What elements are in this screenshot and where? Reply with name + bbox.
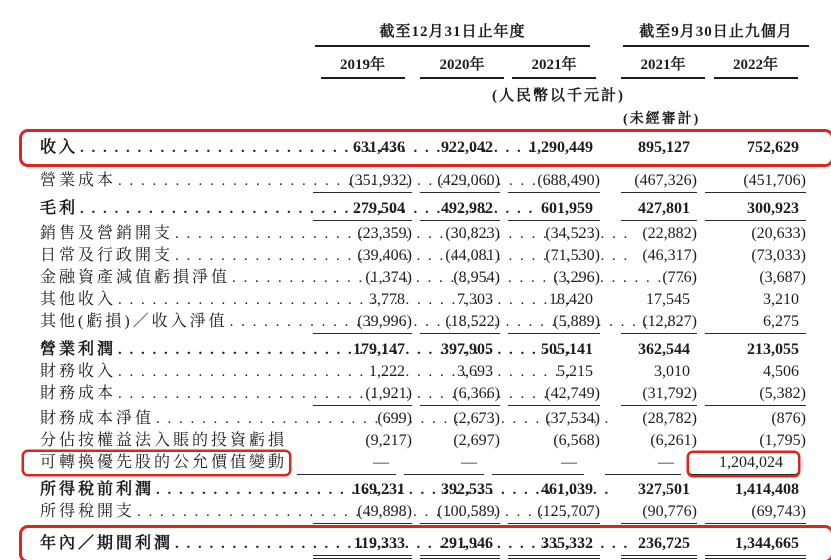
value-cell [697, 362, 806, 383]
value-cell [412, 268, 500, 289]
value-cell [613, 290, 697, 311]
value-cell [412, 384, 500, 406]
value-cell [305, 138, 412, 159]
row-label [40, 198, 305, 220]
value-cell [697, 431, 806, 452]
table-row [22, 479, 831, 501]
cell-value: (2,673) [453, 410, 500, 427]
cell-value: — [297, 453, 396, 475]
cell-value: (876) [771, 410, 806, 427]
value-cell [697, 199, 806, 221]
table-row [22, 289, 831, 311]
table-row [22, 311, 831, 333]
value-cell [396, 453, 484, 475]
cell-value: (100,589) [420, 502, 500, 524]
cell-value: (73,033) [751, 247, 806, 264]
row-label [40, 501, 305, 523]
value-cell [305, 384, 412, 406]
value-cell [500, 431, 600, 452]
row-label-text: 所得稅前利潤 [40, 481, 155, 498]
cell-value: — [492, 453, 584, 475]
cell-value: 300,923 [705, 199, 806, 221]
row-label-text: 營業利潤 [40, 341, 117, 358]
cell-value: 392,535 [441, 481, 493, 498]
cell-value: (31,792) [621, 384, 697, 406]
cell-value: (34,523) [545, 225, 600, 242]
value-cell [697, 138, 806, 159]
cell-value: 18,420 [549, 291, 593, 308]
value-cell [697, 268, 806, 289]
value-cell [412, 171, 500, 193]
interim-group-wrap [613, 20, 819, 47]
value-cell [613, 409, 697, 430]
value-cell [613, 171, 697, 193]
value-cell [305, 312, 412, 334]
cell-value: (9,217) [365, 432, 412, 449]
table-row [22, 198, 831, 220]
value-cell [697, 246, 806, 267]
value-cell [500, 502, 600, 524]
row-label-text: 可轉換優先股的公允價值變動 [40, 454, 288, 471]
value-cell [697, 312, 806, 334]
row-label-text: 所得稅開支 [40, 503, 136, 520]
value-cell [500, 340, 600, 361]
table-body [22, 132, 831, 560]
value-cell [500, 224, 600, 245]
cell-value: 922,042 [441, 139, 493, 156]
table-row [22, 383, 831, 405]
cell-value: (28,782) [642, 410, 697, 427]
value-cell [412, 431, 500, 452]
row-label [40, 245, 305, 267]
value-cell [305, 480, 412, 501]
cell-value: (688,490) [508, 171, 600, 193]
value-cell [305, 534, 412, 559]
value-cell [412, 224, 500, 245]
cell-value: (44,081) [445, 247, 500, 264]
value-cell [305, 246, 412, 267]
row-label-text: 營業成本 [40, 172, 117, 189]
cell-value: (23,359) [357, 225, 412, 242]
year-header-2021: 2021年 [512, 53, 596, 79]
table-row [22, 223, 831, 245]
cell-value: (30,823) [445, 225, 500, 242]
cell-value: 427,801 [621, 199, 697, 221]
value-cell [412, 290, 500, 311]
value-cell [500, 480, 600, 501]
value-cell [412, 362, 500, 383]
value-cell [613, 362, 697, 383]
cell-value: (71,530) [545, 247, 600, 264]
cell-value: 179,147 [353, 341, 405, 358]
year-col-2019 [305, 53, 412, 79]
row-label-text: 分佔按權益法入賬的投資虧損 [40, 432, 288, 449]
table-row [22, 452, 831, 474]
cell-value: 895,127 [638, 139, 690, 156]
year-header-2019: 2019年 [321, 53, 405, 79]
cell-value: 3,778 [369, 291, 405, 308]
table-row [22, 501, 831, 523]
row-label-text: 毛利 [40, 200, 79, 217]
cell-value: (467,326) [621, 171, 697, 193]
table-row [22, 245, 831, 267]
cell-value: (2,697) [453, 432, 500, 449]
cell-value: (776) [662, 269, 697, 286]
cell-value: 1,204,024 [689, 453, 798, 475]
value-cell [697, 480, 806, 501]
value-cell [500, 362, 600, 383]
value-cell [305, 409, 412, 430]
cell-value: (18,522) [420, 312, 500, 334]
value-cell [500, 138, 600, 159]
cell-value: (90,776) [621, 502, 697, 524]
value-cell [500, 312, 600, 334]
row-label-text: 收入 [40, 139, 79, 156]
cell-value: 236,725 [621, 534, 697, 559]
value-cell [613, 246, 697, 267]
value-cell [613, 384, 697, 406]
value-cell [500, 534, 600, 559]
unaudited-note-row [22, 108, 831, 128]
cell-value: (6,366) [420, 384, 500, 406]
cell-value: (351,932) [313, 171, 412, 193]
row-label [40, 137, 305, 159]
cell-value: (1,921) [313, 384, 412, 406]
value-cell [613, 340, 697, 361]
col-group-interim: 截至9月30日止九個月 [623, 20, 809, 47]
value-cell [305, 431, 412, 452]
value-cell [412, 199, 500, 221]
year-col-2021 [500, 53, 600, 79]
cell-value: (42,749) [508, 384, 600, 406]
value-cell [305, 362, 412, 383]
cell-value: (49,898) [313, 502, 412, 524]
row-label [40, 289, 305, 311]
cell-value: (39,996) [313, 312, 412, 334]
value-cell [613, 224, 697, 245]
cell-value: 7,303 [457, 291, 493, 308]
value-cell [697, 384, 806, 406]
row-label-text: 銷售及營銷開支 [40, 225, 174, 242]
value-cell [613, 534, 697, 559]
value-cell [412, 409, 500, 430]
row-label [40, 267, 305, 289]
value-cell [412, 502, 500, 524]
value-cell [697, 409, 806, 430]
cell-value: (3,296) [553, 269, 600, 286]
value-cell [697, 534, 806, 559]
cell-value: — [605, 453, 681, 475]
year-header-2022-interim: 2022年 [714, 53, 798, 79]
currency-note-row [22, 84, 831, 105]
year-col-2020 [412, 53, 500, 79]
cell-value: (125,707) [508, 502, 600, 524]
row-label [40, 361, 305, 383]
row-label-text: 年內／期間利潤 [40, 535, 174, 552]
cell-value: 1,222 [369, 363, 405, 380]
row-label [40, 339, 305, 361]
row-label-text: 財務收入 [40, 363, 117, 380]
value-cell [305, 268, 412, 289]
value-cell [613, 138, 697, 159]
row-label-text: 其他(虧損)／收入淨值 [40, 313, 228, 330]
value-cell [597, 453, 681, 475]
value-cell [484, 453, 584, 475]
row-label [40, 533, 305, 555]
cell-value: (46,317) [642, 247, 697, 264]
value-cell [500, 171, 600, 193]
cell-value: 1,344,665 [705, 534, 806, 559]
cell-value: (451,706) [705, 171, 806, 193]
cell-value: (429,060) [420, 171, 500, 193]
cell-value: 279,504 [313, 199, 412, 221]
year-col-2021-interim [613, 53, 697, 79]
cell-value: 492,982 [420, 199, 500, 221]
cell-value: (20,633) [751, 225, 806, 242]
value-cell [613, 431, 697, 452]
cell-value: 397,905 [441, 341, 493, 358]
cell-value: 4,506 [763, 363, 799, 380]
cell-value: (1,374) [365, 269, 412, 286]
value-cell [412, 340, 500, 361]
value-cell [305, 340, 412, 361]
cell-value: 291,946 [420, 534, 500, 559]
cell-value: 6,275 [705, 312, 806, 334]
value-cell [305, 199, 412, 221]
column-group-header-row [22, 20, 831, 47]
cell-value: (69,743) [705, 502, 806, 524]
table-row [22, 408, 831, 430]
cell-value: (1,795) [759, 432, 806, 449]
year-col-2022-interim [697, 53, 806, 79]
value-cell [412, 480, 500, 501]
value-cell [500, 290, 600, 311]
cell-value: 505,141 [541, 341, 593, 358]
cell-value: 3,693 [457, 363, 493, 380]
value-cell [412, 246, 500, 267]
row-label [40, 383, 305, 405]
cell-value: 213,055 [747, 341, 799, 358]
cell-value: (5,382) [705, 384, 806, 406]
value-cell [500, 268, 600, 289]
cell-value: 3,010 [654, 363, 690, 380]
cell-value: 119,333 [313, 534, 412, 559]
value-cell [305, 224, 412, 245]
cell-value: (5,889) [508, 312, 600, 334]
cell-value: (39,406) [357, 247, 412, 264]
value-cell [305, 171, 412, 193]
row-label-text: 其他收入 [40, 291, 117, 308]
value-cell [500, 409, 600, 430]
table-row [22, 170, 831, 192]
cell-value: (22,882) [642, 225, 697, 242]
row-label-text: 金融資產減值虧損淨值 [40, 269, 231, 286]
value-cell [697, 290, 806, 311]
table-row [22, 528, 831, 560]
cell-value: 1,414,408 [735, 481, 799, 498]
value-cell [500, 384, 600, 406]
row-label-text: 財務成本淨值 [40, 410, 155, 427]
value-cell [289, 453, 396, 475]
annual-group-wrap [305, 20, 600, 47]
row-label [40, 408, 305, 430]
row-label [40, 479, 305, 501]
currency-unit-note: (人民幣以千元計) [492, 88, 625, 104]
value-cell [500, 199, 600, 221]
value-cell [500, 246, 600, 267]
cell-value: 169,231 [353, 481, 405, 498]
cell-value: (6,568) [553, 432, 600, 449]
cell-value: — [404, 453, 484, 475]
year-header-2020: 2020年 [420, 53, 504, 79]
table-row [22, 267, 831, 289]
cell-value: 362,544 [638, 341, 690, 358]
value-cell [697, 340, 806, 361]
table-row [22, 132, 831, 164]
cell-value: 5,215 [557, 363, 593, 380]
value-cell [697, 224, 806, 245]
row-label-text: 日常及行政開支 [40, 247, 174, 264]
row-label-text: 財務成本 [40, 385, 117, 402]
year-header-row [22, 53, 831, 79]
cell-value: (699) [377, 410, 412, 427]
col-group-annual: 截至12月31日止年度 [315, 20, 590, 47]
row-label [40, 170, 305, 192]
cell-value: 631,436 [353, 139, 405, 156]
value-cell [681, 453, 790, 475]
value-cell [613, 480, 697, 501]
row-label [40, 223, 305, 245]
cell-value: 3,210 [763, 291, 799, 308]
table-row [22, 361, 831, 383]
cell-value: (12,827) [621, 312, 697, 334]
row-label [24, 452, 289, 474]
value-cell [613, 312, 697, 334]
value-cell [613, 268, 697, 289]
cell-value: 327,501 [638, 481, 690, 498]
cell-value: 461,039 [541, 481, 593, 498]
cell-value: 1,290,449 [529, 139, 593, 156]
cell-value: 601,959 [508, 199, 600, 221]
year-header-2021-interim: 2021年 [621, 53, 705, 79]
cell-value: (3,687) [759, 269, 806, 286]
table-row [22, 339, 831, 361]
cell-value: 17,545 [646, 291, 690, 308]
value-cell [697, 502, 806, 524]
unaudited-note: (未經審計) [623, 112, 701, 127]
cell-value: (37,534) [545, 410, 600, 427]
cell-value: (8,954) [453, 269, 500, 286]
cell-value: 335,332 [508, 534, 600, 559]
value-cell [697, 171, 806, 193]
value-cell [305, 502, 412, 524]
table-row [22, 430, 831, 452]
cell-value: (6,261) [650, 432, 697, 449]
row-label [40, 430, 305, 452]
value-cell [613, 502, 697, 524]
row-label [40, 311, 305, 333]
value-cell [412, 138, 500, 159]
value-cell [412, 534, 500, 559]
value-cell [412, 312, 500, 334]
value-cell [613, 199, 697, 221]
cell-value: 752,629 [747, 139, 799, 156]
value-cell [305, 290, 412, 311]
